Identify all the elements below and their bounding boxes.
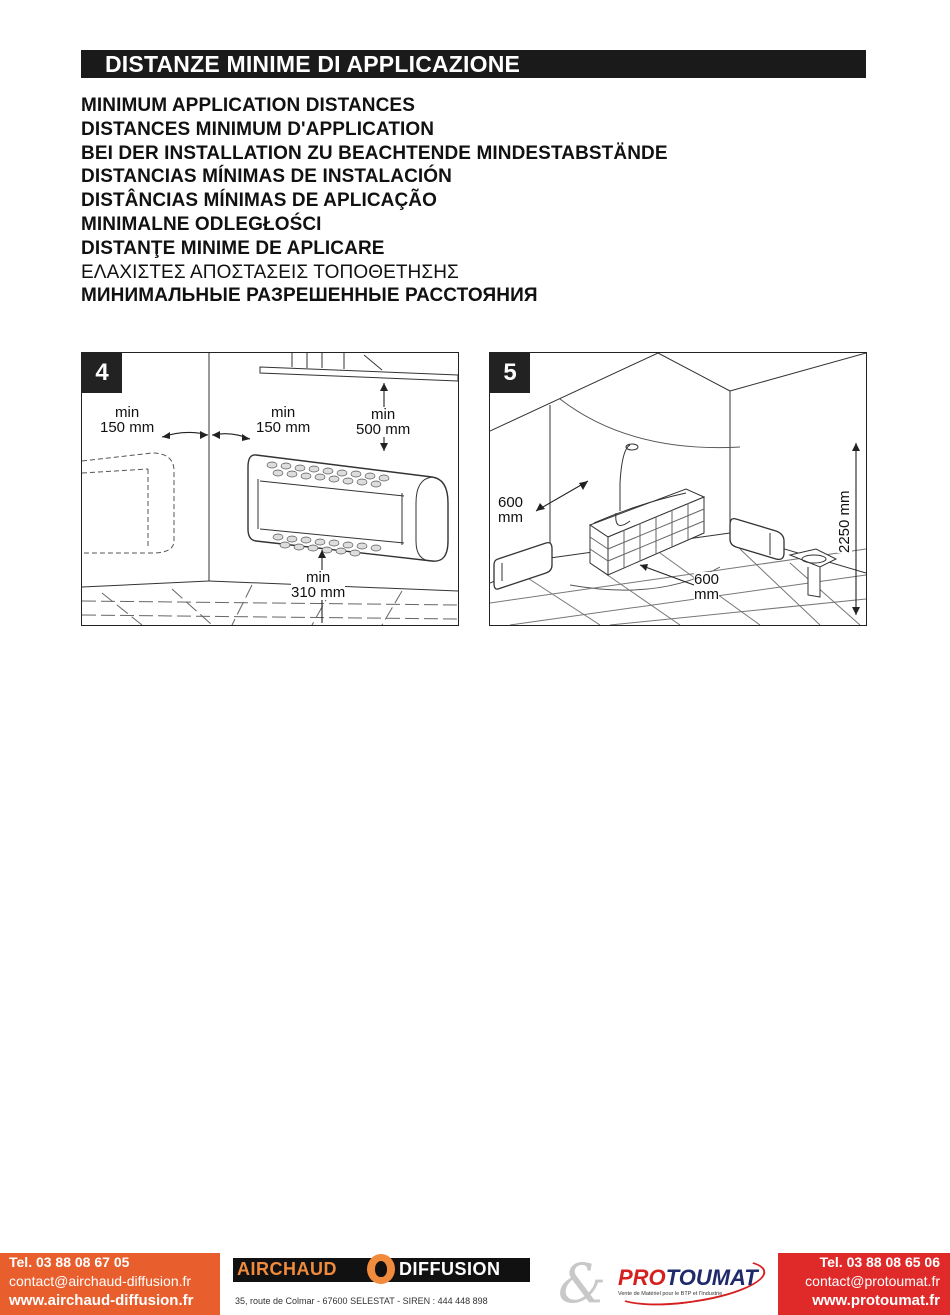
section-title-bar bbox=[81, 50, 866, 78]
protoumat-tagline: Vente de Matériel pour le BTP et l'Industrie bbox=[618, 1291, 723, 1297]
title-el: ΕΛΑΧΙΣΤΕΣ ΑΠΟΣΤΑΣΕΙΣ ΤΟΠΟΘΕΤΗΣΗΣ bbox=[81, 261, 459, 283]
translated-titles bbox=[81, 94, 668, 308]
figure-5-number: 5 bbox=[490, 353, 530, 393]
title-en: MINIMUM APPLICATION DISTANCES bbox=[81, 95, 415, 116]
title-pt: DISTÂNCIAS MÍNIMAS DE APLICAÇÃO bbox=[81, 190, 438, 212]
title-fr: DISTANCES MINIMUM D'APPLICATION bbox=[81, 118, 435, 140]
logo-airchaud-text: AIRCHAUD bbox=[237, 1259, 337, 1279]
company-address: 35, route de Colmar - 67600 SELESTAT - SIREN : 444 448 898 bbox=[235, 1296, 488, 1306]
airchaud-diffusion-logo bbox=[233, 1258, 530, 1282]
figure-4-number: 4 bbox=[82, 353, 122, 393]
title-ro: DISTANŢE MINIME DE APLICARE bbox=[81, 237, 385, 259]
section-title: DISTANZE MINIME DI APPLICAZIONE bbox=[105, 51, 521, 77]
footer-protoumat-contact bbox=[778, 1253, 950, 1315]
logo-diffusion-text: DIFFUSION bbox=[399, 1259, 501, 1279]
ampersand: & bbox=[558, 1252, 607, 1315]
protoumat-website[interactable]: www.protoumat.fr bbox=[812, 1292, 940, 1309]
protoumat-name: PROTOUMAT bbox=[618, 1265, 758, 1290]
flame-icon bbox=[367, 1254, 395, 1284]
figure-4-illustration bbox=[82, 353, 458, 625]
protoumat-logo bbox=[612, 1263, 768, 1303]
title-de: BEI DER INSTALLATION ZU BEACHTENDE MINDESTABSTÄNDE bbox=[81, 142, 668, 164]
airchaud-email[interactable]: contact@airchaud-diffusion.fr bbox=[9, 1273, 192, 1289]
protoumat-email[interactable]: contact@protoumat.fr bbox=[805, 1273, 940, 1289]
figure-4-heater-distances bbox=[81, 352, 459, 626]
airchaud-phone[interactable]: Tel. 03 88 08 67 05 bbox=[9, 1254, 130, 1270]
fig4-label-bottom-distance: min 310 mm bbox=[291, 569, 346, 601]
fig4-label-side-distance-2: min 150 mm bbox=[256, 404, 311, 436]
fig5-label-wall-distance: 600 mm bbox=[498, 494, 524, 526]
title-es: DISTANCIAS MÍNIMAS DE INSTALACIÓN bbox=[81, 166, 452, 188]
fig5-label-height: 2250 mm bbox=[836, 490, 853, 553]
figure-5-illustration bbox=[490, 353, 866, 625]
fig4-label-top-distance: min 500 mm bbox=[356, 406, 411, 438]
fig4-label-side-distance: min 150 mm bbox=[100, 404, 155, 436]
footer-airchaud-contact bbox=[0, 1253, 220, 1315]
protoumat-phone[interactable]: Tel. 03 88 08 65 06 bbox=[819, 1254, 940, 1270]
title-pl: MINIMALNE ODLEGŁOŚCI bbox=[81, 213, 322, 235]
airchaud-website[interactable]: www.airchaud-diffusion.fr bbox=[9, 1292, 194, 1309]
fig5-label-bath-distance: 600 mm bbox=[694, 571, 720, 603]
title-ru: МИНИМАЛЬНЫЕ РАЗРЕШЕННЫЕ РАССТОЯНИЯ bbox=[81, 285, 538, 307]
figure-5-bathroom-distances bbox=[489, 352, 867, 626]
